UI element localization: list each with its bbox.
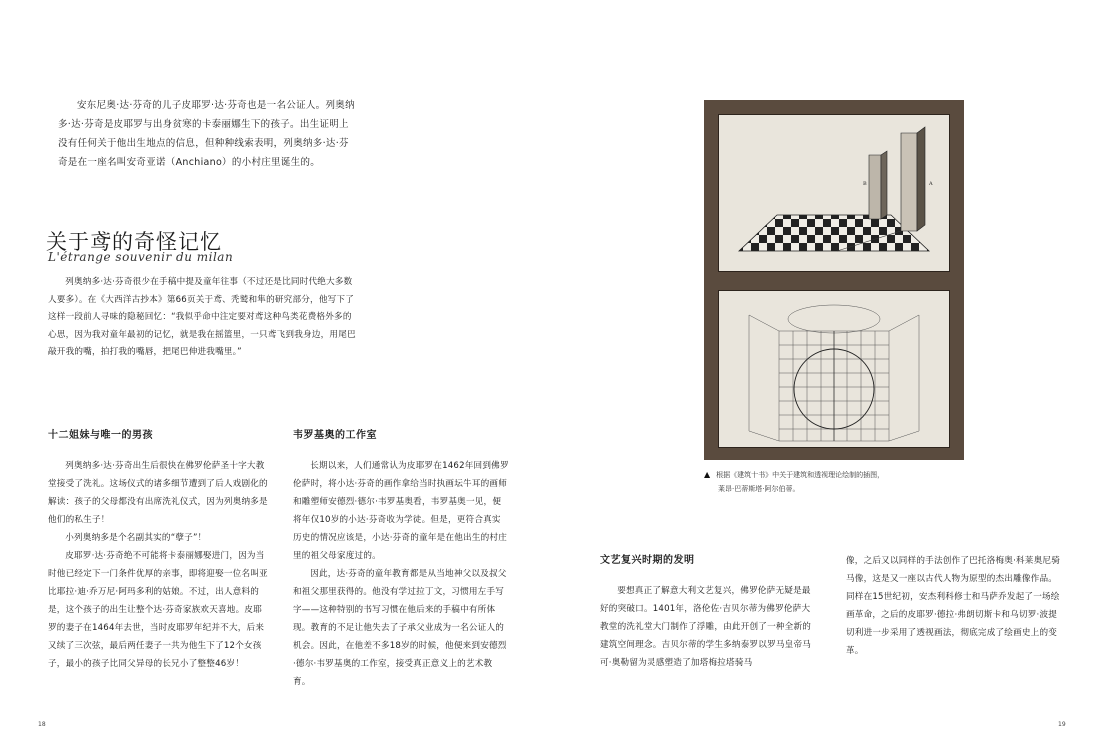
column-renaissance-continued	[846, 552, 1064, 660]
page-number-left: 18	[38, 721, 46, 728]
checkerboard-plate	[718, 114, 950, 272]
quote-text: 列奥纳多·达·芬奇很少在手稿中提及童年往事（不过还是比同时代绝大多数人要多）。在《大西洋古抄本》第66页关于鸢、秃鹫和隼的研究部分，他写下了这样一段前人寻味的隐秘回忆：“我似乎命中注定要对鸢这种鸟类花费格外多的心思，因为我对童年最初的记忆，就是我在摇篮里，一只鸢飞到我身边，用尾巴敲开我的嘴，拍打我的嘴唇，把尾巴伸进我嘴里。”	[48, 277, 356, 357]
caption-line-1: 根据《建筑十书》中关于建筑和透视理论绘制的插图，	[716, 471, 885, 479]
intro-text: 安东尼奥·达·芬奇的儿子皮耶罗·达·芬奇也是一名公证人。列奥纳多·达·芬奇是皮耶罗与出身贫寒的卡泰丽娜生下的孩子。出生证明上没有任何关于他出生地点的信息，但种种线索表明，列奥纳多·达·芬奇是在一座名叫安奇亚诺（Anchiano）的小村庄里诞生的。	[58, 100, 355, 168]
grid-circle-plate	[718, 290, 950, 448]
column-title: 文艺复兴时期的发明	[600, 555, 695, 566]
paragraph: 像，之后又以同样的手法创作了巴托洛梅奥·科莱奥尼骑马像，这是又一座以古代人物为原型的杰出雕像作品。同样在15世纪初，安杰利科修士和马萨乔发起了一场绘画革命，之后的皮耶罗·德拉·弗朗切斯卡和乌切罗·波提切利进一步采用了透视画法，彻底完成了绘画史上的变革。	[846, 556, 1060, 656]
section-subheading: L'étrange souvenir du milan	[48, 250, 234, 264]
paragraph: 列奥纳多·达·芬奇出生后很快在佛罗伦萨圣十字大教堂接受了洗礼。这场仪式的诸多细节遭到了后人戏剧化的解读：孩子的父母都没有出席洗礼仪式，因为列奥纳多是他们的私生子！	[48, 461, 268, 525]
caption-triangle-icon: ▲	[704, 470, 711, 479]
section-heading: 关于鸢的奇怪记忆	[46, 230, 222, 254]
svg-text:B: B	[863, 181, 867, 187]
column-title: 韦罗基奥的工作室	[293, 430, 377, 441]
intro-paragraph	[58, 96, 358, 172]
column-title: 十二姐妹与唯一的男孩	[48, 430, 153, 441]
paragraph: 因此，达·芬奇的童年教育都是从当地神父以及叔父和祖父那里获得的。他没有学过拉丁文，习惯用左手写字——这种特别的书写习惯在他后来的手稿中有所体现。教育的不足让他失去了子承父业成为一名公证人的机会。因此，在他差不多18岁的时候，他便来到安德烈·德尔·韦罗基奥的工作室，接受真正意义上的艺术教育。	[293, 569, 507, 687]
grid-circle-drawing	[719, 291, 949, 447]
paragraph: 要想真正了解意大利文艺复兴，佛罗伦萨无疑是最好的突破口。1401年，洛伦佐·吉贝尔蒂为佛罗伦萨大教堂的洗礼堂大门制作了浮雕，由此开创了一种全新的建筑空间理念。吉贝尔蒂的学生多纳泰罗以罗马皇帝马可·奥勒留为灵感塑造了加塔梅拉塔骑马	[600, 586, 812, 668]
paragraph: 小列奥纳多是个名副其实的“孽子”！	[65, 533, 207, 543]
figure-caption	[704, 468, 964, 496]
checkerboard-drawing	[719, 115, 949, 271]
paragraph: 皮耶罗·达·芬奇绝不可能将卡泰丽娜娶进门，因为当时他已经定下一门条件优厚的亲事，即将迎娶一位名叫亚比耶拉·迪·乔万尼·阿玛多利的姑娘。不过，出人意料的是，这个孩子的出生让整个达·芬奇家族欢天喜地。皮耶罗的妻子在1464年去世，当时皮耶罗年纪并不大，后来又续了三次弦，最后两任妻子一共为他生下了12个女孩子，最小的孩子比同父异母的长兄小了整整46岁！	[48, 551, 268, 669]
quote-paragraph	[48, 274, 360, 362]
column-siblings	[48, 427, 268, 673]
paragraph: 长期以来，人们通常认为皮耶罗在1462年回到佛罗伦萨时，将小达·芬奇的画作拿给当时执画坛牛耳的画师和雕塑师安德烈·德尔·韦罗基奥看，韦罗基奥一见，便将年仅10岁的小达·芬奇收为学徒。但是，更符合真实历史的情况应该是，小达·芬奇的童年是在他出生的村庄里的祖父母家度过的。	[293, 461, 509, 561]
column-workshop	[293, 427, 509, 691]
page-number-right: 19	[1058, 721, 1066, 728]
column-renaissance	[600, 552, 818, 672]
perspective-illustration	[704, 100, 964, 460]
caption-line-2: 莱昂·巴蒂斯塔·阿尔伯蒂。	[718, 485, 800, 493]
svg-text:A: A	[929, 181, 933, 187]
